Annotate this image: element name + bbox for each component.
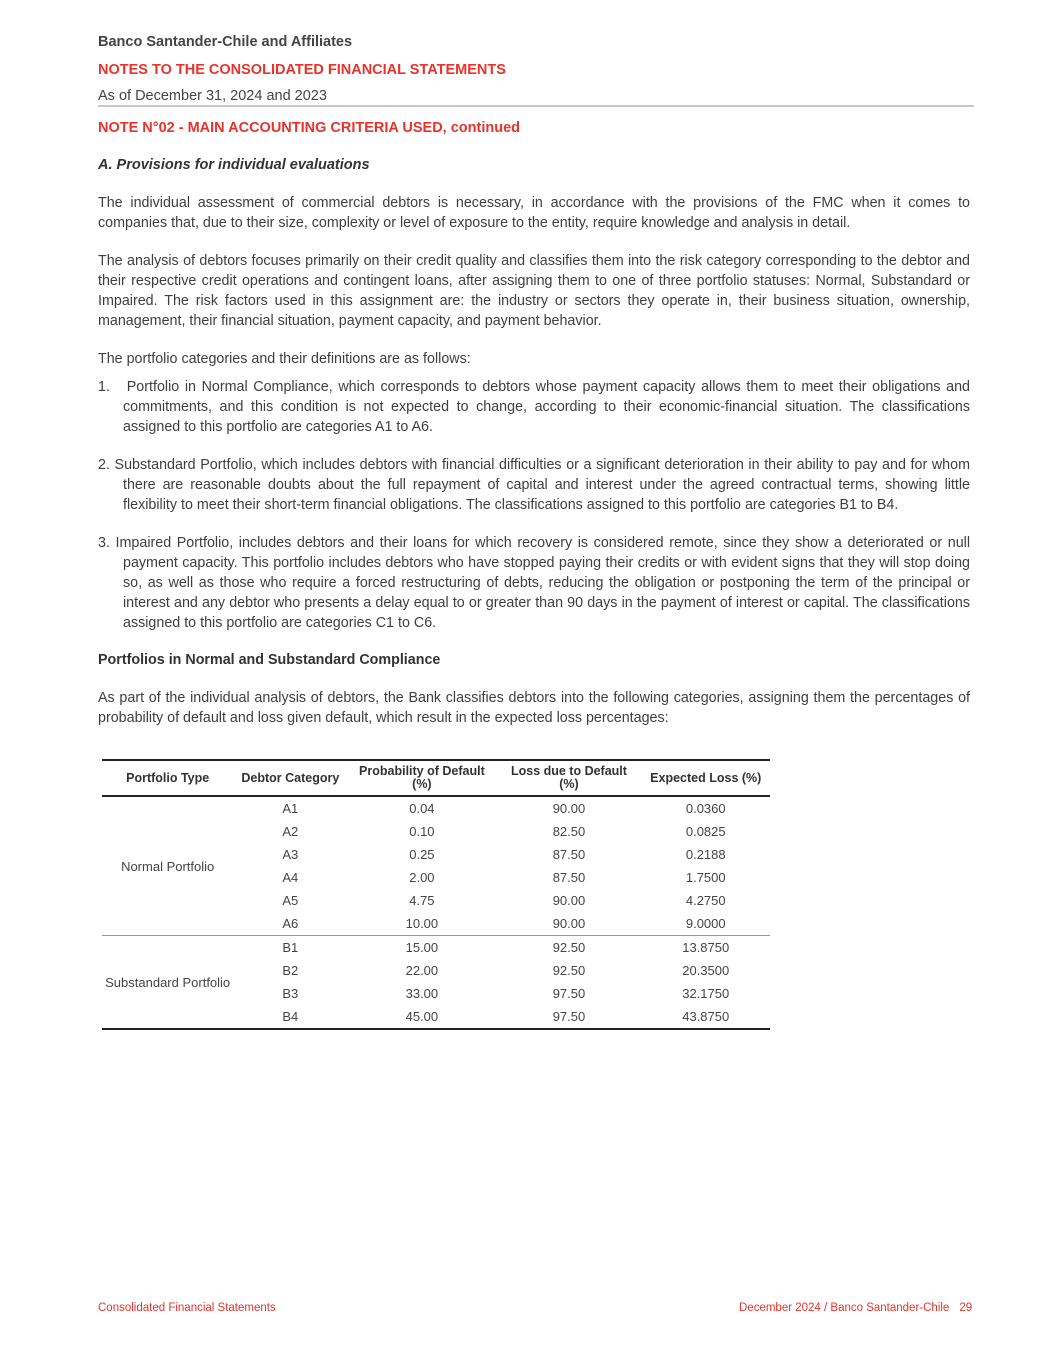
table-cell: 22.00 bbox=[405, 963, 439, 978]
table-cell: B4 bbox=[282, 1009, 299, 1024]
table-cell: A2 bbox=[282, 824, 299, 839]
table-cell: 90.00 bbox=[552, 801, 586, 816]
header-divider bbox=[98, 105, 974, 107]
list-item: 1. Portfolio in Normal Compliance, which corresponds to debtors whose payment capacity allows them to meet their obligations and commitments, and this condition is not expected to change, according to their economic-financial situation. The classifications assigned to this portfolio are categories A1 to A6. bbox=[98, 379, 970, 435]
table-cell: 1.7500 bbox=[685, 870, 726, 885]
notes-title: NOTES TO THE CONSOLIDATED FINANCIAL STATEMENTS bbox=[98, 62, 506, 78]
list-item: 2. Substandard Portfolio, which includes debtors with financial difficulties or a significant deterioration in their ability to pay and for whom there are reasonable doubts about the full repayment of capital and interest under the agreed contractual terms, showing little flexibility to meet their short-term financial obligations. The classifications assigned to this portfolio are categories B1 to B4. bbox=[98, 457, 970, 513]
provision-table bbox=[102, 759, 770, 1030]
table-cell: 92.50 bbox=[552, 963, 586, 978]
table-row bbox=[102, 796, 770, 820]
paragraph: The portfolio categories and their definitions are as follows: bbox=[98, 351, 471, 367]
table-cell: 10.00 bbox=[405, 916, 439, 931]
table-cell: 32.1750 bbox=[682, 986, 730, 1001]
table-cell: 82.50 bbox=[552, 824, 586, 839]
table-cell: 13.8750 bbox=[641, 936, 770, 960]
paragraph: The analysis of debtors focuses primarily on their credit quality and classifies them into the risk category corresponding to the debtor and their respective credit operations and contingent loans, after assigning them to one of three portfolio statuses: Normal, Substandard or Impaired. The risk factors used in this assignment are: the industry or sectors they operate in, their business situation, ownership, management, their financial situation, payment capacity, and payment behavior. bbox=[98, 253, 970, 329]
paragraph: The individual assessment of commercial debtors is necessary, in accordance with the provisions of the FMC when it comes to companies that, due to their size, complexity or level of exposure to the entity, require knowledge and analysis in detail. bbox=[98, 195, 970, 231]
table-cell: A3 bbox=[282, 847, 299, 862]
table-cell: 4.2750 bbox=[685, 893, 726, 908]
table-cell: B3 bbox=[282, 986, 299, 1001]
table-cell: 90.00 bbox=[552, 916, 586, 931]
table-header: Loss due to Default (%) bbox=[496, 760, 641, 796]
footer-left: Consolidated Financial Statements bbox=[98, 1302, 276, 1314]
table-cell: 0.0825 bbox=[685, 824, 726, 839]
subsection-title: Portfolios in Normal and Substandard Compliance bbox=[98, 652, 441, 668]
paragraph: As part of the individual analysis of debtors, the Bank classifies debtors into the following categories, assigning them the percentages of probability of default and loss given default, which result in the expected loss percentages: bbox=[98, 690, 970, 726]
table-cell: 0.10 bbox=[409, 824, 435, 839]
table-cell: 33.00 bbox=[405, 986, 439, 1001]
table-header: Expected Loss (%) bbox=[641, 760, 770, 796]
table-cell: 87.50 bbox=[552, 847, 586, 862]
table-header: Probability of Default (%) bbox=[347, 760, 496, 796]
table-cell: B1 bbox=[233, 936, 347, 960]
table-header: Debtor Category bbox=[233, 760, 347, 796]
table-cell: 20.3500 bbox=[682, 963, 730, 978]
portfolio-type-cell: Substandard Portfolio bbox=[102, 936, 233, 1030]
table-cell: 97.50 bbox=[552, 986, 586, 1001]
table-cell: 43.8750 bbox=[682, 1009, 730, 1024]
table-cell: B2 bbox=[282, 963, 299, 978]
table-cell: 45.00 bbox=[405, 1009, 439, 1024]
table-cell: 87.50 bbox=[552, 870, 586, 885]
table-cell: A1 bbox=[282, 801, 299, 816]
table-cell: 2.00 bbox=[409, 870, 435, 885]
table-cell: 0.0360 bbox=[685, 801, 726, 816]
footer-right bbox=[739, 1302, 972, 1314]
table-cell: 4.75 bbox=[409, 893, 435, 908]
company-name: Banco Santander-Chile and Affiliates bbox=[98, 34, 353, 50]
table-cell: 0.25 bbox=[409, 847, 435, 862]
table-cell: 92.50 bbox=[496, 936, 641, 960]
footer-right-text: December 2024 / Banco Santander-Chile bbox=[739, 1302, 950, 1314]
note-title: NOTE N°02 - MAIN ACCOUNTING CRITERIA USED, continued bbox=[98, 120, 521, 136]
table-header: Portfolio Type bbox=[102, 760, 233, 796]
section-title: A. Provisions for individual evaluations bbox=[98, 157, 370, 173]
table-row bbox=[102, 936, 770, 960]
page-number: 29 bbox=[959, 1302, 973, 1314]
table-cell: 0.2188 bbox=[685, 847, 726, 862]
as-of-date: As of December 31, 2024 and 2023 bbox=[98, 88, 327, 104]
table-header-row bbox=[102, 760, 770, 796]
table-cell: 97.50 bbox=[552, 1009, 586, 1024]
table-cell: 15.00 bbox=[347, 936, 496, 960]
list-item: 3. Impaired Portfolio, includes debtors and their loans for which recovery is considered remote, since they show a deteriorated or null payment capacity. This portfolio includes debtors who have stopped paying their credits or with evident signs that they will stop doing so, as well as those who require a forced restructuring of debts, reducing the obligation or postponing the term of the principal or interest and any debtor who presents a delay equal to or greater than 90 days in the payment of interest or capital. The classifications assigned to this portfolio are categories C1 to C6. bbox=[98, 535, 970, 631]
table-cell: 9.0000 bbox=[685, 916, 726, 931]
table-cell: A6 bbox=[282, 916, 299, 931]
table-cell: 90.00 bbox=[552, 893, 586, 908]
portfolio-type-cell: Normal Portfolio bbox=[121, 858, 215, 874]
table-cell: A4 bbox=[282, 870, 299, 885]
table-cell: 0.04 bbox=[409, 801, 435, 816]
table-cell: A5 bbox=[282, 893, 299, 908]
